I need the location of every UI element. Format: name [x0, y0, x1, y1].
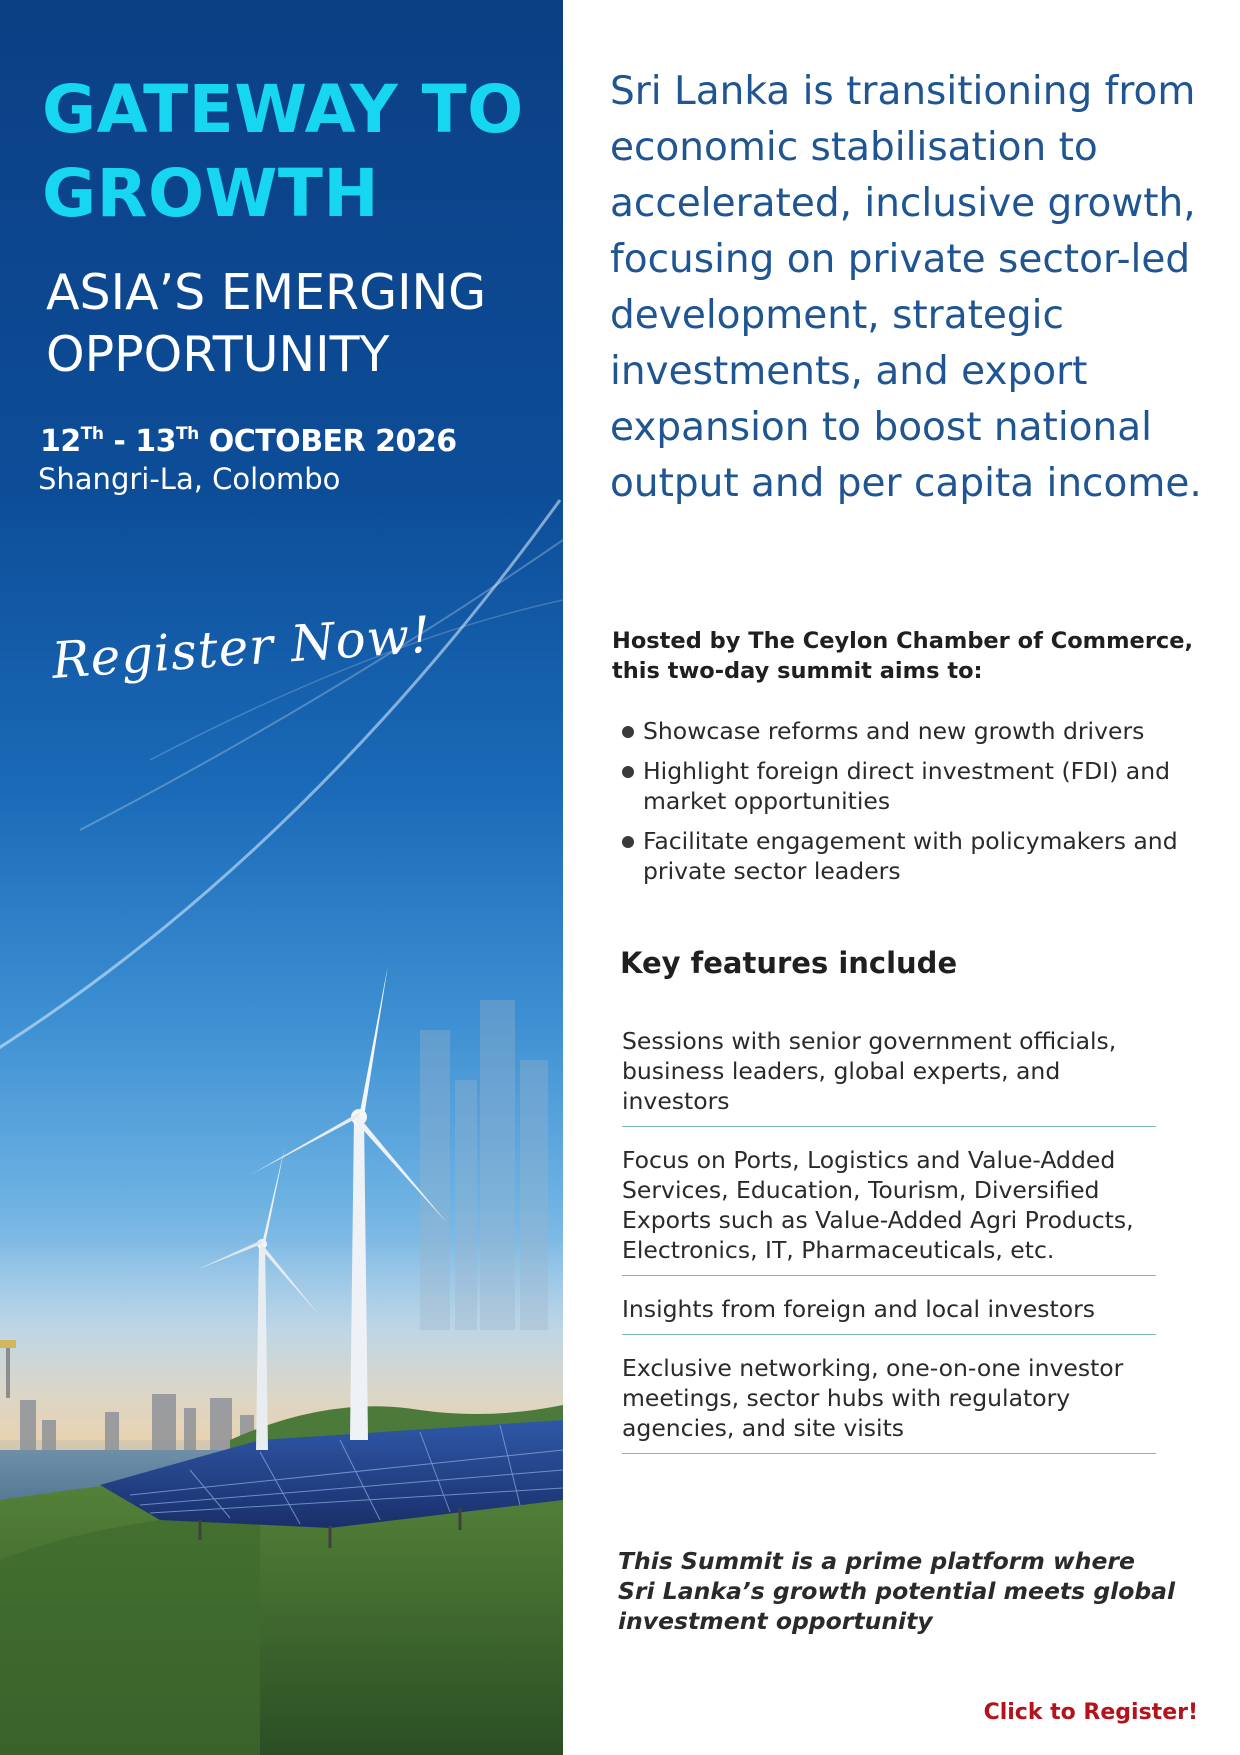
aim-text: Facilitate engagement with policymakers and private sector leaders: [643, 827, 1178, 885]
end-day: 13: [135, 424, 177, 459]
click-to-register-link[interactable]: Click to Register!: [983, 1700, 1198, 1725]
bullet-dot-icon: [622, 836, 634, 848]
hosted-by-text: Hosted by The Ceylon Chamber of Commerce, this two-day summit aims to:: [612, 628, 1194, 684]
event-subtitle: ASIA’S EMERGING OPPORTUNITY: [46, 264, 487, 383]
list-item: [620, 826, 1220, 886]
key-features-heading: Key features include: [620, 946, 958, 980]
start-day-suffix: Th: [80, 424, 104, 444]
key-features-list: [622, 1026, 1156, 1472]
aim-text: Highlight foreign direct investment (FDI) and market opportunities: [643, 757, 1171, 815]
event-date: [40, 424, 457, 459]
event-title: GATEWAY TO GROWTH: [42, 71, 524, 232]
summit-aims-list: [620, 716, 1220, 896]
end-day-suffix: Th: [176, 424, 199, 444]
start-day: 12: [40, 424, 81, 459]
date-separator: -: [103, 424, 136, 459]
feature-item: Insights from foreign and local investors: [622, 1294, 1156, 1335]
intro-paragraph: Sri Lanka is transitioning from economic stabilisation to accelerated, inclusive growth, focusing on private sector-led development, strategic investments, and export expansion to boost national output and per capita income.: [610, 69, 1202, 506]
closing-statement: This Summit is a prime platform where Sri Lanka’s growth potential meets global investment opportunity: [618, 1547, 1176, 1635]
feature-item: Focus on Ports, Logistics and Value-Added Services, Education, Tourism, Diversified Exports such as Value-Added Agri Products, Electronics, IT, Pharmaceuticals, etc.: [622, 1145, 1156, 1276]
month-year: OCTOBER 2026: [208, 424, 457, 459]
feature-item: Sessions with senior government officials, business leaders, global experts, and investors: [622, 1026, 1156, 1127]
feature-item: Exclusive networking, one-on-one investor meetings, sector hubs with regulatory agencies, and site visits: [622, 1353, 1156, 1454]
aim-text: Showcase reforms and new growth drivers: [643, 717, 1145, 745]
register-now-link[interactable]: Register Now!: [49, 605, 434, 690]
list-item: [620, 756, 1220, 816]
hero-panel: [0, 0, 563, 1755]
event-venue: Shangri-La, Colombo: [38, 462, 341, 496]
bullet-dot-icon: [622, 726, 634, 738]
list-item: [620, 716, 1220, 746]
bullet-dot-icon: [622, 766, 634, 778]
